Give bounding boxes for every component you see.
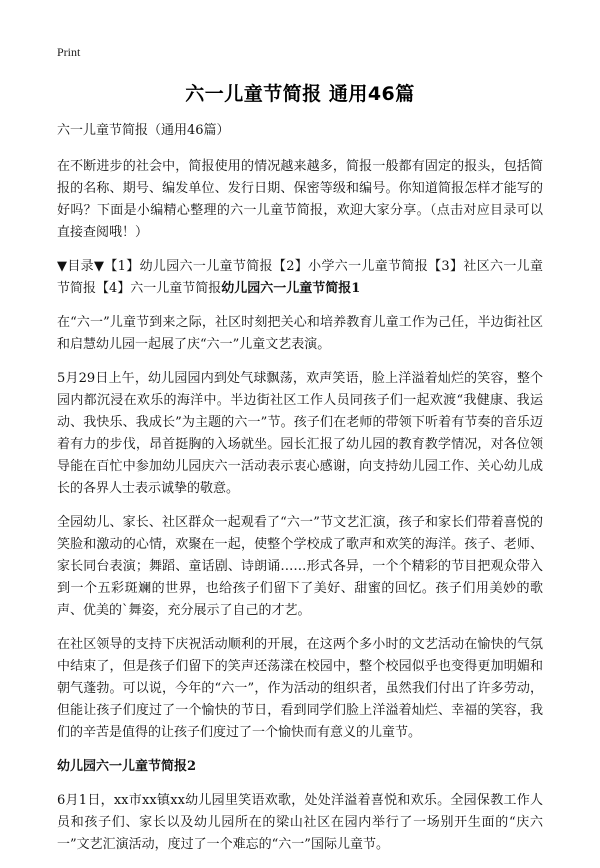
toc-prefix: ▼目录▼ (57, 259, 105, 274)
section-1-heading: 幼儿园六一儿童节简报1 (221, 281, 361, 296)
print-label[interactable]: Print (57, 45, 81, 59)
document-body (57, 120, 543, 868)
toc-link-4[interactable]: 【4】六一儿童节简报 (96, 281, 222, 296)
toc-link-2[interactable]: 【2】小学六一儿童节简报 (272, 259, 429, 274)
document-subtitle: 六一儿童节简报（通用46篇） (57, 123, 230, 138)
section-1-paragraph: 在“六一”儿童节到来之际，社区时刻把关心和培养教育儿童工作为己任，半边街社区和启慧幼儿园一起展了庆“六一”儿童文艺表演。 (57, 315, 543, 352)
toc-link-1[interactable]: 【1】幼儿园六一儿童节简报 (104, 259, 273, 274)
section-1-paragraph: 5月29日上午，幼儿园园内到处气球飘荡，欢声笑语，脸上洋溢着灿烂的笑容，整个园内都沉浸在欢乐的海洋中。半边街社区工作人员同孩子们一起欢渡“我健康、我运动、我快乐、我成长”为主题的六一”节。孩子们在老师的带领下听着有节奏的音乐迈着有力的步伐，昂首挺胸的入场就坐。园长汇报了幼儿园的教育教学情况，对各位领导能在百忙中参加幼儿园庆六一活动表示衷心感谢，向支持幼儿园工作、关心幼儿成长的各界人士表示诚挚的敬意。 (57, 371, 543, 496)
intro-paragraph: 在不断进步的社会中，简报使用的情况越来越多，简报一般都有固定的报头，包括简报的名称、期号、编发单位、发行日期、保密等级和编号。你知道简报怎样才能写的好吗？下面是小编精心整理的六一儿童节简报，欢迎大家分享。（点击对应目录可以直接查阅哦！） (57, 159, 543, 240)
section-2-heading: 幼儿园六一儿童节简报2 (57, 759, 197, 774)
table-of-contents (57, 256, 543, 300)
section-1-paragraph: 在社区领导的支持下庆祝活动顺利的开展，在这两个多小时的文艺活动在愉快的气氛中结束了，但是孩子们留下的笑声还荡漾在校园中，整个校园似乎也变得更加明媚和朝气蓬勃。可以说，今年的“六一”，作为活动的组织者，虽然我们付出了许多劳动，但能让孩子们度过了一个愉快的节日，看到同学们脸上洋溢着灿烂、幸福的笑容，我们的辛苦是值得的让孩子们度过了一个愉快而有意义的儿童节。 (57, 637, 543, 740)
section-2-paragraph: 6月1日，xx市xx镇xx幼儿园里笑语欢歌，处处洋溢着喜悦和欢乐。全园保教工作人员和孩子们、家长以及幼儿园所在的梁山社区在园内举行了一场别开生面的“庆六一”文艺汇演活动，度过了一个难忘的“六一”国际儿童节。 (57, 793, 543, 852)
toc-link-3[interactable]: 【3】社区六一儿童节简报 (57, 259, 543, 296)
section-1-paragraph: 全园幼儿、家长、社区群众一起观看了“六一”节文艺汇演，孩子和家长们带着喜悦的笑脸和激动的心情，欢聚在一起，使整个学校成了歌声和欢笑的海洋。孩子、老师、家长同台表演；舞蹈、童话剧、诗朗诵……形式各异，一个个精彩的节目把观众带入到一个五彩斑斓的世界，也给孩子们留下了美好、甜蜜的回忆。孩子们用美妙的歌声、优美的`舞姿，充分展示了自己的才艺。 (57, 515, 543, 618)
document-title: 六一儿童节简报 通用46篇 (185, 83, 415, 105)
